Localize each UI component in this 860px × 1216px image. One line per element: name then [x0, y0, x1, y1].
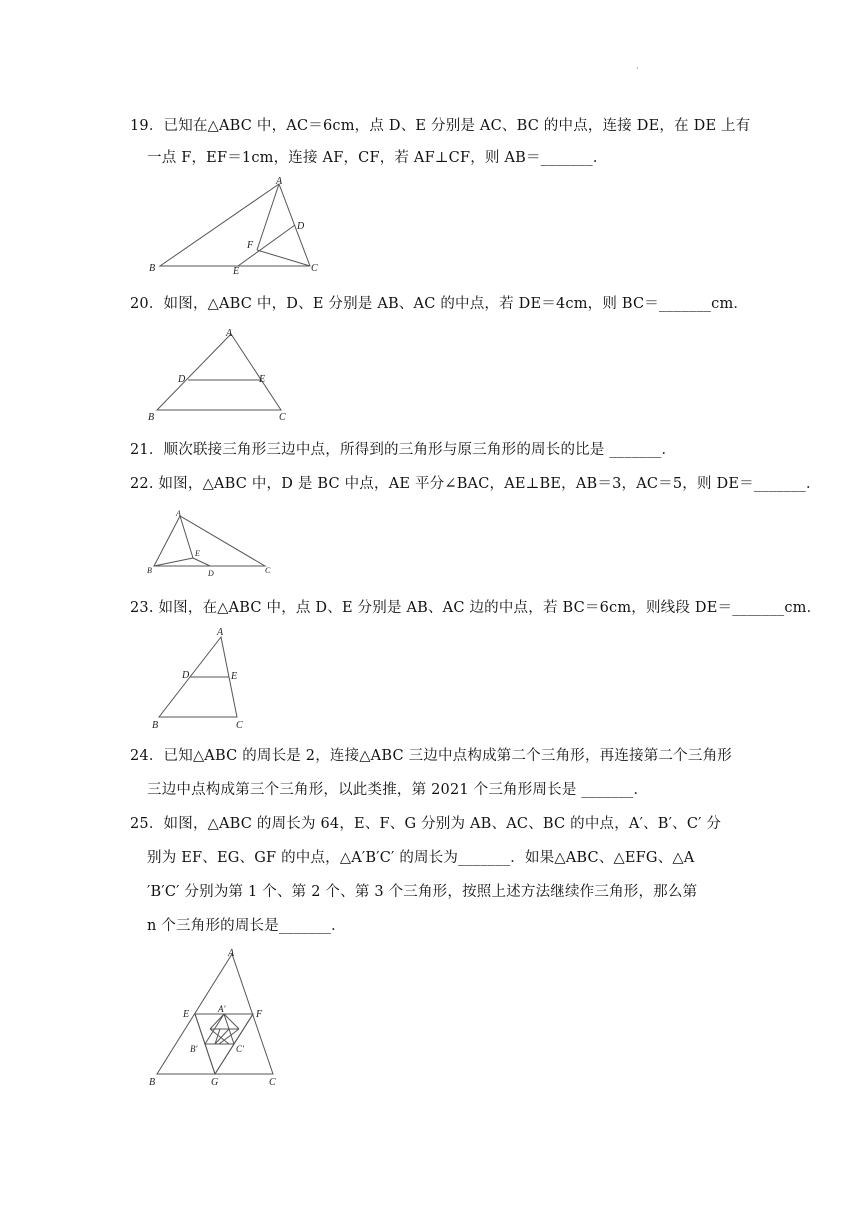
q19-label-b: B	[149, 263, 156, 274]
q23-label-e: E	[231, 671, 238, 682]
q22-label-d: D	[208, 569, 214, 578]
q19-figure	[140, 176, 340, 276]
q20-label-e: E	[259, 374, 266, 385]
q19-triangle-abc	[160, 184, 310, 266]
q22-segment-be	[154, 558, 193, 566]
q22-figure	[140, 504, 290, 584]
q24-line1: 24．已知△ABC 的周长是 2，连接△ABC 三边中点构成第二个三角形，再连接第二个三角形	[130, 748, 732, 764]
q22-label-a: A	[176, 509, 181, 518]
q25-line3: ′B′C′ 分别为第 1 个、第 2 个、第 3 个三角形，按照上述方法继续作三角形，那么第	[147, 884, 698, 900]
q20-label-c: C	[279, 412, 286, 423]
q25-label-a: A	[228, 948, 235, 959]
q23-line1: 23. 如图，在△ABC 中，点 D、E 分别是 AB、AC 边的中点，若 BC＝6cm，则线段 DE＝_______cm．	[130, 600, 822, 616]
q22-triangle-abc	[154, 516, 265, 566]
q22-label-e: E	[195, 549, 200, 558]
q21-line1: 21．顺次联接三角形三边中点，所得到的三角形与原三角形的周长的比是 _______．	[130, 442, 677, 458]
q25-line1: 25．如图，△ABC 的周长为 64，E、F、G 分别为 AB、AC、BC 的中点，A′、B′、C′ 分	[130, 816, 722, 832]
q20-line1: 20．如图，△ABC 中，D、E 分别是 AB、AC 的中点，若 DE＝4cm，则 BC＝_______cm．	[130, 296, 749, 312]
q22-segment-de	[193, 558, 210, 566]
q25-label-b: B	[149, 1077, 156, 1088]
q19-segment-cf	[257, 250, 310, 266]
q22-line1: 22. 如图，△ABC 中，D 是 BC 中点，AE 平分∠BAC，AE⊥BE，AB＝3，AC＝5，则 DE＝_______．	[130, 476, 821, 492]
q23-label-a: A	[217, 627, 224, 638]
q25-label-e: E	[183, 1009, 190, 1020]
q25-line2: 别为 EF、EG、GF 的中点，△A′B′C′ 的周长为_______．如果△ABC、△EFG、△A	[147, 850, 695, 866]
q19-label-c: C	[311, 263, 318, 274]
q25-segment-x1	[210, 1014, 224, 1029]
q20-label-a: A	[226, 328, 233, 339]
q19-segment-af	[257, 184, 279, 250]
q23-label-c: C	[236, 720, 243, 731]
q23-figure	[140, 624, 260, 734]
q22-label-b: B	[147, 566, 152, 575]
q25-figure	[140, 944, 300, 1094]
q20-triangle-abc	[157, 334, 281, 410]
q19-label-d: D	[297, 221, 305, 232]
q19-line2: 一点 F，EF＝1cm，连接 AF，CF，若 AF⊥CF，则 AB＝_______．	[147, 150, 608, 166]
q20-figure	[140, 324, 300, 424]
q19-label-f: F	[247, 240, 254, 251]
q23-label-b: B	[152, 720, 159, 731]
q24-line2: 三边中点构成第三个三角形，以此类推，第 2021 个三角形周长是 _______．	[147, 782, 649, 798]
q25-line4: n 个三角形的周长是_______．	[147, 918, 346, 934]
q19-label-a: A	[276, 176, 283, 187]
q25-label-a-prime: A′	[218, 1004, 226, 1014]
q19-label-e: E	[233, 266, 240, 276]
q25-label-c: C	[269, 1077, 276, 1088]
q25-label-c-prime: C′	[236, 1044, 244, 1054]
q22-label-c: C	[265, 566, 271, 575]
q25-label-g: G	[211, 1077, 219, 1088]
q25-label-b-prime: B′	[190, 1044, 198, 1054]
q19-line1: 19．已知在△ABC 中，AC＝6cm，点 D、E 分别是 AC、BC 的中点，连接 DE，在 DE 上有	[130, 118, 751, 134]
q23-label-d: D	[182, 670, 190, 681]
q20-label-d: D	[178, 374, 186, 385]
q20-label-b: B	[148, 412, 155, 423]
header-mark: ·	[636, 64, 639, 73]
q25-label-f: F	[256, 1009, 263, 1020]
